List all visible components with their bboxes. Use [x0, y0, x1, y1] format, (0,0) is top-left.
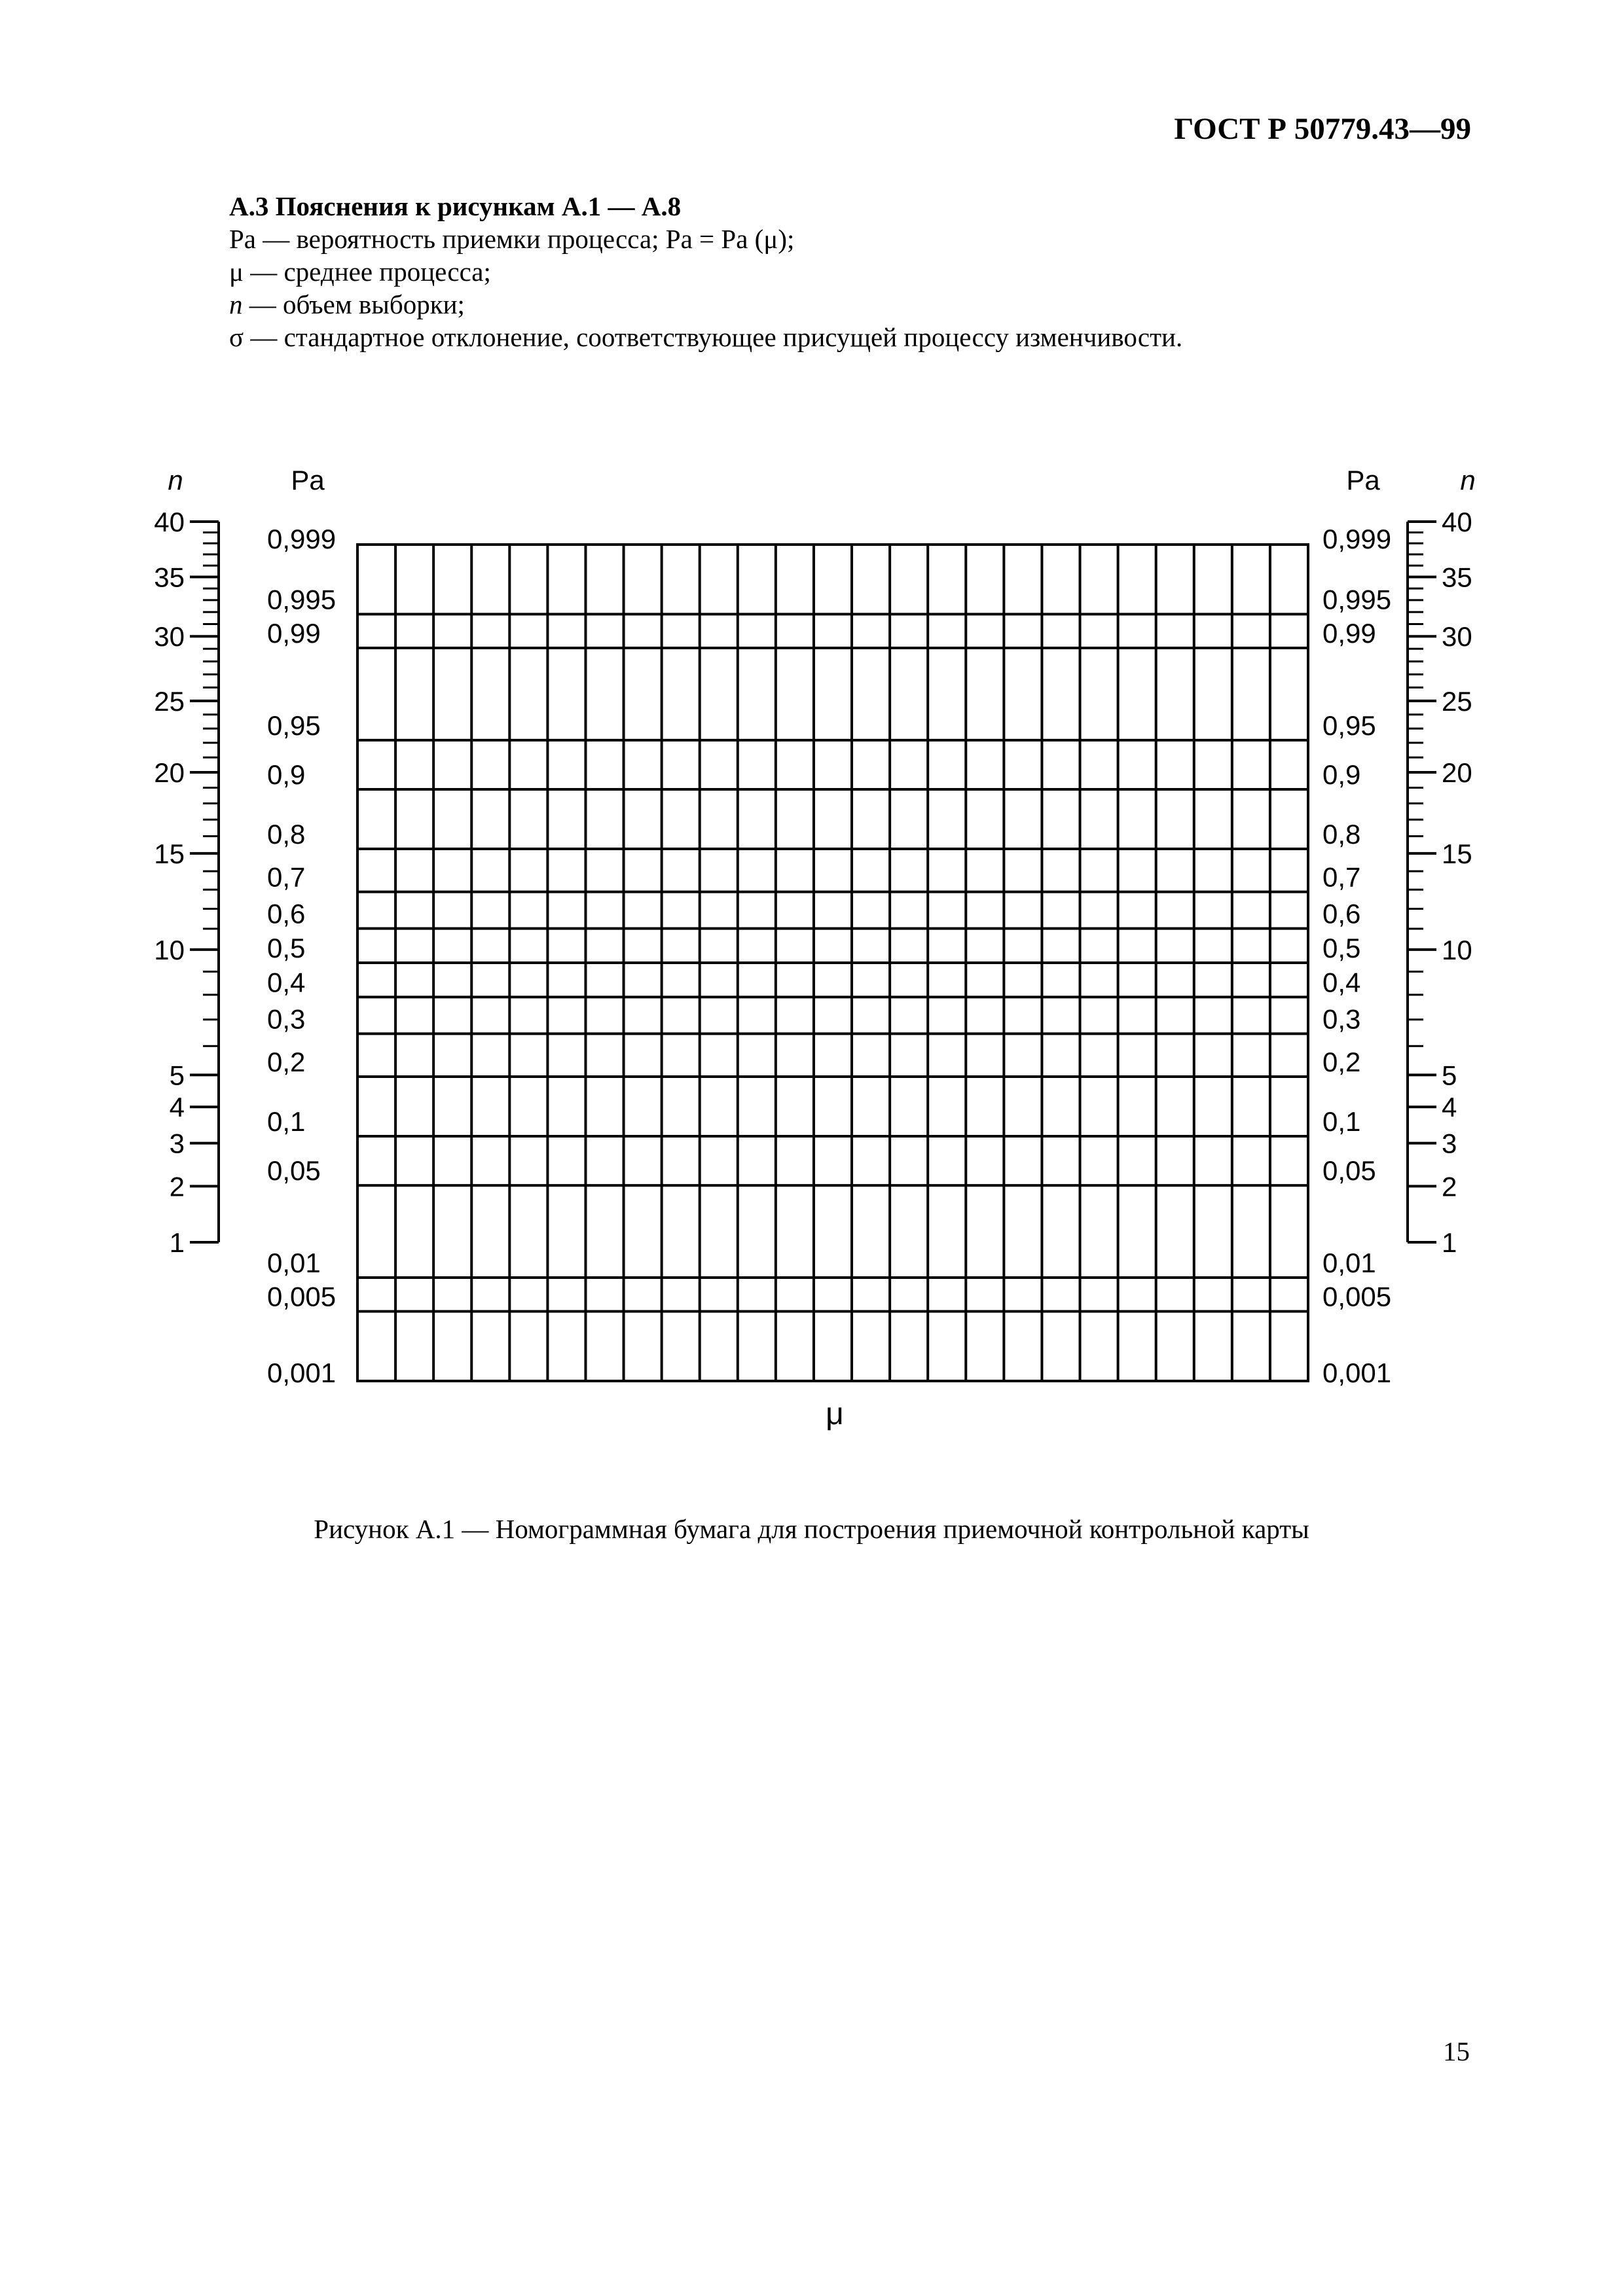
- axis-titles: [168, 465, 1475, 1431]
- n-scale-label: 20: [154, 757, 185, 789]
- n-scale-label: 5: [1442, 1060, 1457, 1091]
- pa-tick-label-left: 0,4: [267, 967, 306, 998]
- definition-symbol: Ра: [229, 224, 256, 254]
- pa-tick-label-right: 0,99: [1322, 617, 1376, 649]
- n-scale-label: 25: [1442, 685, 1472, 717]
- pa-tick-label-left: 0,6: [267, 898, 306, 929]
- pa-tick-label-right: 0,005: [1322, 1281, 1392, 1312]
- pa-tick-label-right: 0,9: [1322, 759, 1361, 790]
- nomogram-grid: [357, 545, 1308, 1381]
- pa-tick-label-left: 0,7: [267, 861, 306, 893]
- n-scale-label: 40: [154, 507, 185, 537]
- pa-tick-label-left: 0,1: [267, 1106, 306, 1137]
- pa-tick-label-left: 0,999: [267, 524, 337, 554]
- pa-tick-label-left: 0,95: [267, 709, 321, 741]
- pa-tick-label-right: 0,999: [1322, 524, 1392, 554]
- right-n-scale: [1408, 507, 1472, 1258]
- pa-tick-label-right: 0,001: [1322, 1357, 1392, 1388]
- pa-tick-label-right: 0,995: [1322, 584, 1392, 615]
- pa-tick-label-left: 0,001: [267, 1357, 337, 1388]
- pa-tick-label-right: 0,6: [1322, 898, 1361, 929]
- right-pa-labels: [1322, 524, 1391, 1388]
- figure-caption: Рисунок А.1 — Номограммная бумага для построения приемочной контрольной карты: [314, 1514, 1309, 1544]
- n-scale-label: 35: [154, 562, 185, 593]
- n-scale-label: 4: [1442, 1092, 1457, 1123]
- definition-symbol: σ: [229, 322, 244, 352]
- pa-tick-label-right: 0,01: [1322, 1247, 1376, 1279]
- pa-axis-title-right: Pa: [1346, 465, 1380, 495]
- pa-tick-label-right: 0,05: [1322, 1155, 1376, 1187]
- n-scale-label: 2: [1442, 1171, 1457, 1202]
- n-scale-label: 5: [169, 1060, 185, 1091]
- pa-tick-label-right: 0,4: [1322, 967, 1361, 998]
- document-number-header: ГОСТ Р 50779.43—99: [1174, 112, 1471, 146]
- page-number: 15: [1443, 2036, 1470, 2066]
- pa-tick-label-left: 0,01: [267, 1247, 321, 1279]
- pa-tick-label-right: 0,5: [1322, 933, 1361, 963]
- n-scale-label: 30: [1442, 621, 1472, 653]
- pa-tick-label-left: 0,99: [267, 617, 321, 649]
- n-scale-label: 1: [169, 1227, 185, 1258]
- pa-tick-label-left: 0,3: [267, 1003, 306, 1035]
- n-scale-label: 10: [1442, 934, 1472, 965]
- pa-tick-label-left: 0,5: [267, 933, 306, 963]
- n-scale-label: 10: [154, 934, 185, 965]
- section-heading: А.3 Пояснения к рисункам А.1 — А.8: [229, 191, 682, 221]
- definition-text: — вероятность приемки процесса; Ра = Ра (μ);: [256, 224, 795, 254]
- n-scale-label: 2: [169, 1171, 185, 1202]
- left-n-scale: [154, 507, 219, 1258]
- pa-tick-label-left: 0,2: [267, 1047, 306, 1078]
- left-pa-labels: [267, 524, 336, 1388]
- definition-symbol: n: [229, 289, 243, 319]
- n-scale-label: 15: [154, 838, 185, 869]
- n-scale-label: 25: [154, 685, 185, 717]
- pa-tick-label-right: 0,3: [1322, 1003, 1361, 1035]
- pa-tick-label-left: 0,005: [267, 1281, 337, 1312]
- pa-tick-label-left: 0,995: [267, 584, 337, 615]
- pa-tick-label-right: 0,8: [1322, 818, 1361, 850]
- pa-tick-label-right: 0,95: [1322, 709, 1376, 741]
- n-axis-title-left: n: [168, 465, 183, 495]
- definition-text: — объем выборки;: [242, 289, 465, 319]
- n-scale-label: 35: [1442, 562, 1472, 593]
- pa-tick-label-left: 0,05: [267, 1155, 321, 1187]
- n-scale-label: 4: [169, 1092, 185, 1123]
- n-scale-label: 15: [1442, 838, 1472, 869]
- n-axis-title-right: n: [1460, 465, 1476, 495]
- n-scale-label: 40: [1442, 507, 1472, 537]
- definition-text: — стандартное отклонение, соответствующее присущей процессу изменчивости.: [244, 322, 1183, 352]
- pa-tick-label-right: 0,1: [1322, 1106, 1361, 1137]
- n-scale-label: 3: [169, 1128, 185, 1159]
- mu-axis-title: μ: [826, 1397, 844, 1431]
- pa-axis-title-left: Pa: [291, 465, 325, 495]
- pa-tick-label-left: 0,8: [267, 818, 306, 850]
- n-scale-label: 20: [1442, 757, 1472, 789]
- pa-tick-label-right: 0,2: [1322, 1047, 1361, 1078]
- pa-tick-label-right: 0,7: [1322, 861, 1361, 893]
- definition-text: — среднее процесса;: [243, 257, 491, 287]
- pa-tick-label-left: 0,9: [267, 759, 306, 790]
- n-scale-label: 30: [154, 621, 185, 653]
- definition-symbol: μ: [229, 257, 244, 287]
- n-scale-label: 3: [1442, 1128, 1457, 1159]
- n-scale-label: 1: [1442, 1227, 1457, 1258]
